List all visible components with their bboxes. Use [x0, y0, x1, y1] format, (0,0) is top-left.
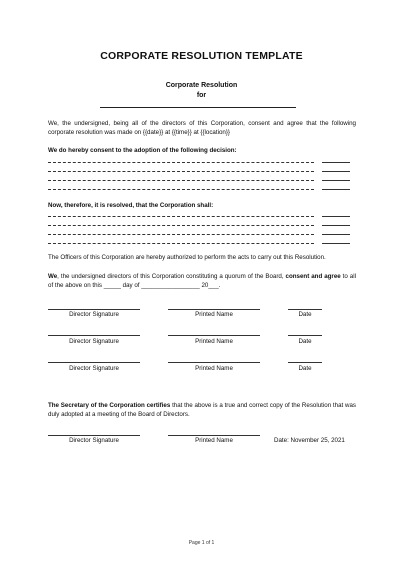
- director-signature-label: Director Signature: [69, 311, 119, 318]
- decision-short-line: [322, 180, 350, 181]
- resolution-line: [48, 243, 314, 244]
- resolution-short-line: [322, 243, 350, 244]
- decision-line: [48, 189, 314, 190]
- decision-short-line: [322, 171, 350, 172]
- date-line: [288, 309, 322, 310]
- resolution-short-line: [322, 234, 350, 235]
- printed-name-line: [168, 335, 260, 336]
- resolution-line: [48, 225, 314, 226]
- subtitle-for: for: [196, 92, 207, 99]
- secretary-bold: The Secretary of the Corporation certifies: [48, 402, 171, 409]
- for-blank-line: [100, 107, 296, 108]
- consent-heading: We do hereby consent to the adoption of the following decision:: [48, 147, 237, 154]
- quorum-text-2: to all of the above on this _____ day of _________________ 20___.: [48, 273, 356, 290]
- printed-name-label: Printed Name: [195, 437, 233, 444]
- resolution-short-line: [322, 216, 350, 217]
- decision-line: [48, 171, 314, 172]
- director-signature-line: [48, 309, 140, 310]
- quorum-agree: agree: [324, 273, 341, 280]
- intro-paragraph: We, the undersigned, being all of the directors of this Corporation, consent and agree that the following corporate resolution was made on {{date}} at {{time}} at {{location}}: [48, 120, 356, 137]
- resolution-line: [48, 234, 314, 235]
- director-signature-line: [48, 362, 140, 363]
- quorum-we: We: [48, 273, 58, 280]
- decision-short-line: [322, 189, 350, 190]
- date-line: [288, 362, 322, 363]
- decision-line: [48, 180, 314, 181]
- page-footer: Page 1 of 1: [188, 540, 215, 546]
- quorum-text-1: , the undersigned directors of this Corporation constituting a quorum of the Board,: [57, 273, 286, 280]
- director-signature-label: Director Signature: [69, 437, 119, 444]
- printed-name-label: Printed Name: [195, 365, 233, 372]
- quorum-paragraph: [48, 272, 356, 291]
- secretary-paragraph: [48, 401, 356, 420]
- printed-name-line: [168, 309, 260, 310]
- date-label: Date: [298, 311, 312, 318]
- printed-name-label: Printed Name: [195, 338, 233, 345]
- secretary-rest: that the above is a true and correct copy of the Resolution that was duly adopted at a meeting of the Board of Directors.: [48, 402, 356, 419]
- printed-name-line: [168, 435, 260, 436]
- date-label: Date: [298, 338, 312, 345]
- resolution-short-line: [322, 225, 350, 226]
- document-title: CORPORATE RESOLUTION TEMPLATE: [100, 50, 303, 62]
- date-label: Date: [298, 365, 312, 372]
- director-signature-label: Director Signature: [69, 365, 119, 372]
- printed-name-label: Printed Name: [195, 311, 233, 318]
- printed-name-line: [168, 362, 260, 363]
- quorum-consent-and: consent and: [285, 273, 323, 280]
- final-date: Date: November 25, 2021: [274, 437, 345, 444]
- resolved-heading: Now, therefore, it is resolved, that the Corporation shall:: [48, 202, 214, 209]
- decision-line: [48, 162, 314, 163]
- officers-paragraph: The Officers of this Corporation are hereby authorized to perform the acts to carry out this Resolution.: [48, 254, 326, 261]
- director-signature-label: Director Signature: [69, 338, 119, 345]
- resolution-line: [48, 216, 314, 217]
- decision-short-line: [322, 162, 350, 163]
- director-signature-line: [48, 335, 140, 336]
- document-subtitle: Corporate Resolution: [165, 82, 238, 89]
- director-signature-line: [48, 435, 140, 436]
- date-line: [288, 335, 322, 336]
